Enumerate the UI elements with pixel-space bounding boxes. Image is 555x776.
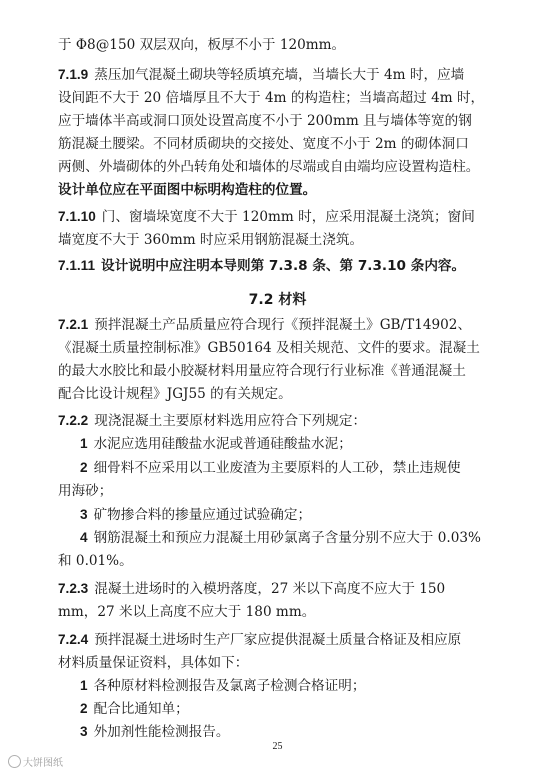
text-line: 预拌混凝土进场时生产厂家应提供混凝土质量合格证及相应原 — [94, 632, 462, 648]
item-number: 3 — [80, 507, 88, 522]
text-line: 的最大水胶比和最小胶凝材料用量应符合现行行业标准《普通混凝土 — [58, 363, 466, 379]
section-heading: 7.2 材料 — [248, 292, 307, 308]
item-text: 矿物掺合料的掺量应通过试验确定； — [93, 507, 312, 523]
text-line: 材料质量保证资料，具体如下： — [58, 655, 249, 671]
item-number: 2 — [80, 460, 88, 475]
clause-7-2-3 — [58, 580, 445, 598]
item-text: 各种原材料检测报告及氯离子检测合格证明； — [93, 678, 366, 694]
text-line: 和 0.01%。 — [58, 553, 133, 569]
item-number: 2 — [80, 701, 88, 716]
text-line: 配合比设计规程》JGJ55 的有关规定。 — [58, 386, 292, 402]
clause-7-2-4 — [58, 631, 461, 649]
clause-7-1-9 — [58, 66, 464, 84]
clause-7-2-1 — [58, 316, 471, 334]
item-text: 细骨料不应采用以工业废渣为主要原料的人工砂，禁止违规使 — [93, 460, 461, 476]
list-item — [80, 459, 461, 477]
clause-number: 7.2.3 — [58, 581, 89, 596]
clause-number: 7.2.2 — [58, 413, 89, 428]
text-line: 蒸压加气混凝土砌块等轻质填充墙，当墙长大于 4m 时，应墙 — [94, 67, 465, 83]
clause-7-2-2 — [58, 412, 366, 430]
clause-number: 7.1.9 — [58, 67, 89, 82]
item-number: 3 — [80, 724, 88, 739]
text-line: 门、窗墙垛宽度不大于 120mm 时，应采用混凝土浇筑；窗间 — [101, 209, 475, 225]
clause-7-1-10 — [58, 208, 475, 226]
text-line: 《混凝土质量控制标准》GB50164 及相关规范、文件的要求。混凝土 — [58, 340, 480, 356]
list-item — [80, 506, 311, 524]
clause-7-1-11 — [58, 257, 465, 275]
list-item — [80, 723, 230, 741]
text-line: 应于墙体半高或洞口顶处设置高度不小于 200mm 且与墙体等宽的钢 — [58, 113, 472, 129]
item-text: 配合比通知单； — [93, 701, 189, 717]
list-item — [80, 529, 481, 547]
list-item — [80, 700, 189, 718]
watermark-text: 大饼图纸 — [23, 758, 63, 769]
item-number: 1 — [80, 678, 88, 693]
text-line: 设间距不大于 20 倍墙厚且不大于 4m 的构造柱；当墙高超过 4m 时， — [58, 90, 485, 106]
list-item — [80, 435, 352, 453]
item-text: 钢筋混凝土和预应力混凝土用砂氯离子含量分别不应大于 0.03% — [93, 530, 481, 546]
watermark-logo-icon — [8, 755, 21, 768]
text-line: 混凝土进场时的入模坍落度，27 米以下高度不应大于 150 — [94, 581, 446, 597]
text-line: 两侧、外墙砌体的外凸转角处和墙体的尽端或自由端均应设置构造柱。 — [58, 159, 480, 175]
page-number: 25 — [272, 741, 283, 752]
text-line: 现浇混凝土主要原材料选用应符合下列规定： — [94, 413, 367, 429]
list-item — [80, 677, 365, 695]
item-number: 1 — [80, 436, 88, 451]
item-number: 4 — [80, 530, 88, 545]
text-line: 用海砂； — [58, 483, 113, 499]
clause-number: 7.1.11 — [58, 258, 96, 273]
clause-number: 7.2.4 — [58, 632, 89, 647]
clause-number: 7.1.10 — [58, 209, 96, 224]
bold-requirement: 设计说明中应注明本导则第 7.3.8 条、第 7.3.10 条内容。 — [101, 258, 466, 274]
watermark — [8, 754, 63, 769]
clause-number: 7.2.1 — [58, 317, 89, 332]
text-line: mm，27 米以上高度不应大于 180 mm。 — [58, 604, 316, 620]
text-line: 墙宽度不大于 360mm 时应采用钢筋混凝土浇筑。 — [58, 232, 364, 248]
bold-requirement: 设计单位应在平面图中标明构造柱的位置。 — [58, 182, 317, 198]
text-line: 于 Φ8@150 双层双向，板厚不小于 120mm。 — [58, 37, 346, 53]
item-text: 外加剂性能检测报告。 — [93, 724, 230, 740]
item-text: 水泥应选用硅酸盐水泥或普通硅酸盐水泥； — [93, 436, 352, 452]
text-line: 筋混凝土腰梁。不同材质砌块的交接处、宽度不小于 2m 的砌体洞口 — [58, 136, 469, 152]
text-line: 预拌混凝土产品质量应符合现行《预拌混凝土》GB/T14902、 — [94, 317, 472, 333]
